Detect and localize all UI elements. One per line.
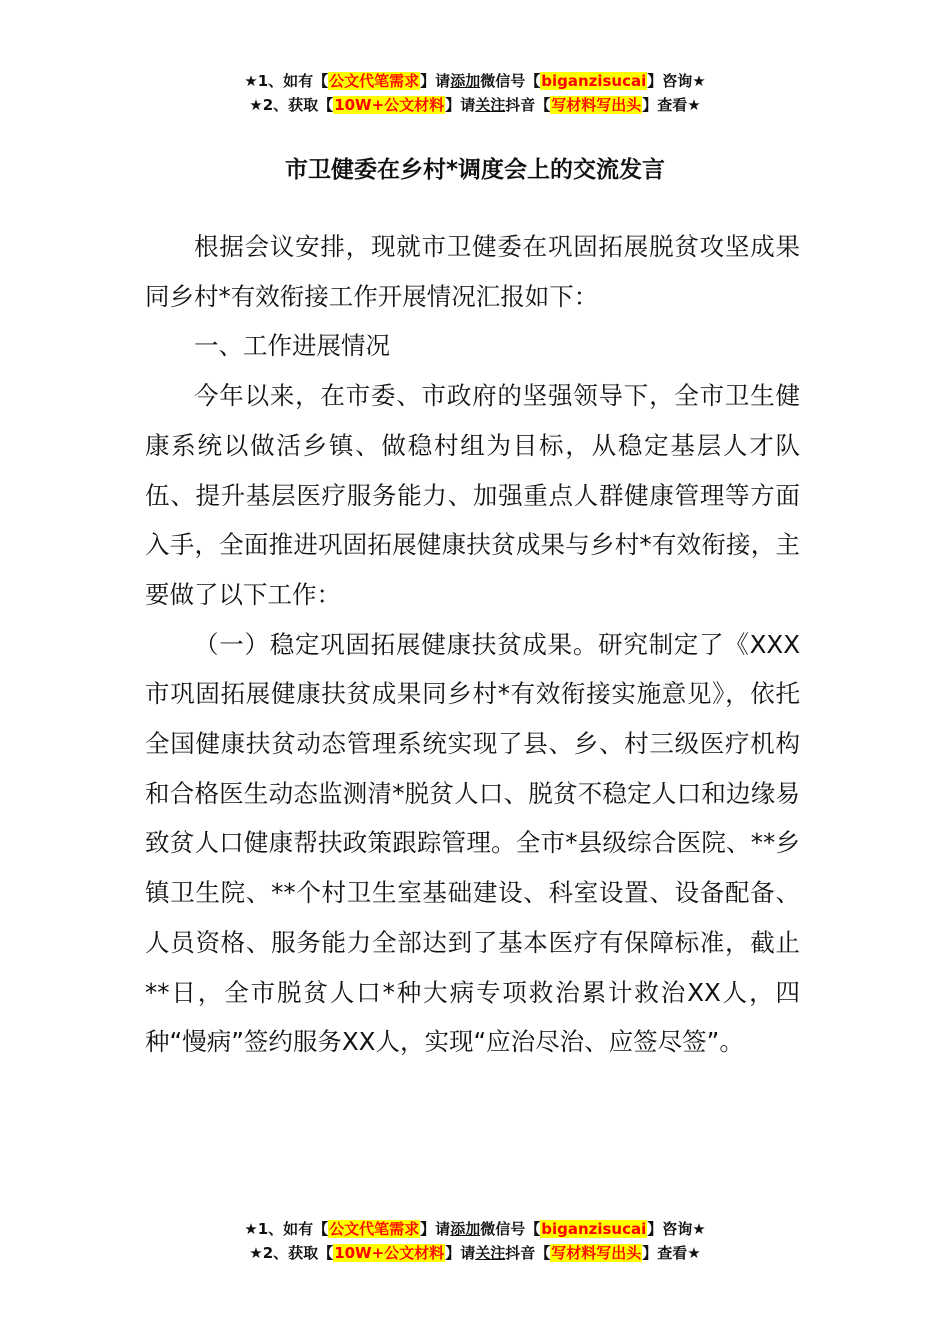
banner-line-2 (0, 93, 950, 117)
footer-banner (0, 1217, 950, 1265)
section-heading: 一、工作进展情况 (194, 331, 390, 361)
banner-text: ★1、如有【 (244, 1220, 329, 1238)
paragraph-subsection-1: （一）稳定巩固拓展健康扶贫成果。研究制定了《XXX市巩固拓展健康扶贫成果同乡村*有效衔接实施意见》，依托全国健康扶贫动态管理系统实现了县、乡、村三级医疗机构和合格医生动态监测清*脱贫人口、脱贫不稳定人口和边缘易致贫人口健康帮扶政策跟踪管理。全市*县级综合医院、**乡镇卫生院、**个村卫生室基础建设、科室设置、设备配备、人员资格、服务能力全部达到了基本医疗有保障标准，截止**日，全市脱贫人口*种大病专项救治累计救治XX人，四种“慢病”签约服务XX人，实现“应治尽治、应签尽签”。 (145, 629, 800, 1057)
paragraph-intro: 根据会议安排，现就市卫健委在巩固拓展脱贫攻坚成果同乡村*有效衔接工作开展情况汇报如下： (145, 232, 800, 311)
page-title: 市卫健委在乡村*调度会上的交流发言 (284, 157, 666, 183)
banner-line-1 (0, 69, 950, 93)
banner-text: 】咨询★ (647, 72, 706, 90)
highlight-service: 公文代笔需求 (329, 72, 420, 90)
banner-text: 微信号【 (480, 72, 541, 90)
highlight-service: 公文代笔需求 (329, 1220, 420, 1238)
banner-line-2 (0, 1241, 950, 1265)
banner-text: 】请 (445, 96, 476, 114)
banner-text: ★2、获取【 (249, 1244, 334, 1262)
banner-underlined-text: 添加 (450, 72, 481, 90)
banner-line-1 (0, 1217, 950, 1241)
banner-text: 】查看★ (642, 96, 701, 114)
banner-text: 】查看★ (642, 1244, 701, 1262)
banner-text: 抖音【 (505, 1244, 551, 1262)
paragraph-overview: 今年以来，在市委、市政府的坚强领导下，全市卫生健康系统以做活乡镇、做稳村组为目标，从稳定基层人才队伍、提升基层医疗服务能力、加强重点人群健康管理等方面入手，全面推进巩固拓展健康扶贫成果与乡村*有效衔接，主要做了以下工作： (145, 381, 800, 609)
highlight-wechat-id: biganzisucai (541, 72, 647, 90)
highlight-materials: 10W+公文材料 (334, 1244, 445, 1262)
banner-text: 微信号【 (480, 1220, 541, 1238)
banner-underlined-text: 关注 (475, 96, 506, 114)
banner-underlined-text: 添加 (450, 1220, 481, 1238)
document-body (145, 222, 800, 1067)
highlight-wechat-id: biganzisucai (541, 1220, 647, 1238)
banner-underlined-text: 关注 (475, 1244, 506, 1262)
banner-text: 】咨询★ (647, 1220, 706, 1238)
highlight-douyin: 写材料写出头 (551, 1244, 642, 1262)
banner-text: 抖音【 (505, 96, 551, 114)
highlight-douyin: 写材料写出头 (551, 96, 642, 114)
banner-text: 】请 (420, 1220, 451, 1238)
highlight-materials: 10W+公文材料 (334, 96, 445, 114)
header-banner (0, 69, 950, 117)
banner-text: 】请 (445, 1244, 476, 1262)
banner-text: ★2、获取【 (249, 96, 334, 114)
banner-text: ★1、如有【 (244, 72, 329, 90)
banner-text: 】请 (420, 72, 451, 90)
